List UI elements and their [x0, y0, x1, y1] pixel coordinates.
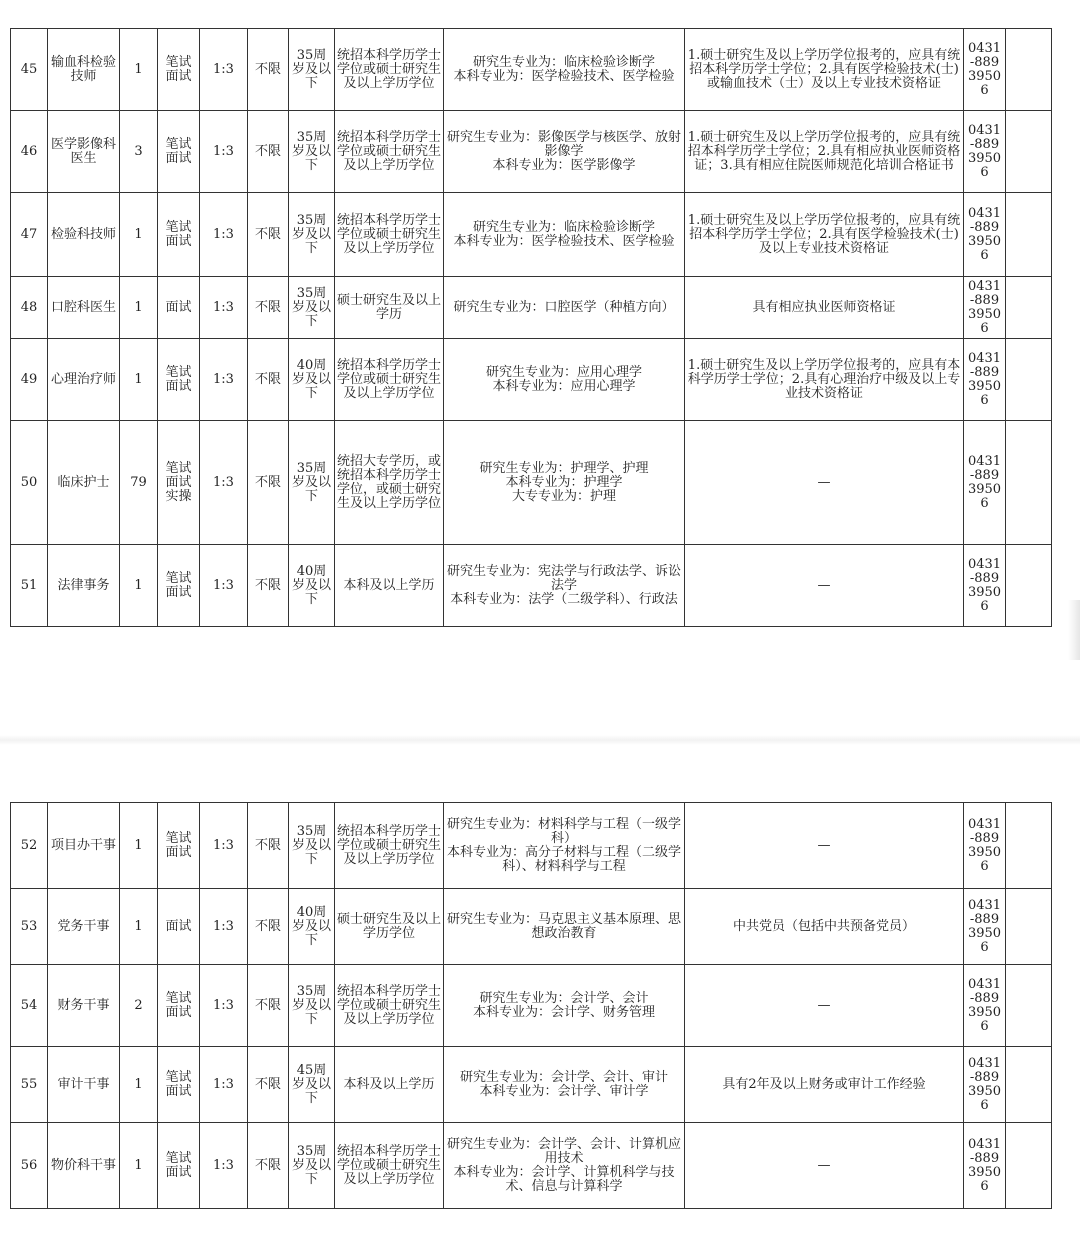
interview-ratio: 1:3 — [200, 889, 248, 965]
post-name: 审计干事 — [48, 1047, 120, 1123]
education-req: 硕士研究生及以上学历学位 — [335, 889, 444, 965]
education-req: 统招本科学历学士学位或硕士研究生及以上学历学位 — [335, 29, 444, 111]
exam-method: 笔试面试 — [158, 545, 200, 627]
major-line: 研究生专业为：会计学、会计、计算机应用技术 — [446, 1136, 681, 1166]
major-line: 本科专业为：医学检验技术、医学检验 — [453, 233, 675, 249]
major-line: 研究生专业为：会计学、会计 — [479, 990, 649, 1006]
blank-cell — [1006, 277, 1052, 339]
exam-method: 笔试面试 — [158, 29, 200, 111]
post-name: 心理治疗师 — [48, 339, 120, 421]
table-row — [11, 803, 1052, 889]
major-line: 本科专业为：医学检验技术、医学检验 — [453, 68, 675, 84]
interview-ratio: 1:3 — [200, 1123, 248, 1209]
recruitment-table-2 — [10, 802, 1052, 1209]
table-row — [11, 29, 1052, 111]
post-name: 口腔科医生 — [48, 277, 120, 339]
age-req: 35周岁及以下 — [289, 421, 335, 545]
blank-cell — [1006, 421, 1052, 545]
major-req — [444, 111, 685, 193]
major-line: 研究生专业为：临床检验诊断学 — [472, 219, 655, 235]
contact-phone: 0431-88939506 — [964, 1047, 1006, 1123]
gender-req: 不限 — [248, 1123, 289, 1209]
page-gap — [0, 628, 1080, 800]
hire-count: 1 — [120, 803, 158, 889]
row-number: 48 — [11, 277, 48, 339]
post-name: 检验科技师 — [48, 193, 120, 277]
table-row — [11, 277, 1052, 339]
row-number: 55 — [11, 1047, 48, 1123]
age-req: 35周岁及以下 — [289, 193, 335, 277]
other-req: — — [685, 965, 964, 1047]
table-row — [11, 1123, 1052, 1209]
major-line: 研究生专业为：宪法学与行政法学、诉讼法学 — [446, 563, 681, 593]
row-number: 50 — [11, 421, 48, 545]
major-line: 本科专业为：会计学、财务管理 — [472, 1004, 655, 1020]
blank-cell — [1006, 545, 1052, 627]
major-line: 本科专业为：会计学、审计学 — [479, 1083, 649, 1099]
other-req: — — [685, 803, 964, 889]
post-name: 物价科干事 — [48, 1123, 120, 1209]
major-req — [444, 965, 685, 1047]
major-req — [444, 889, 685, 965]
education-req: 硕士研究生及以上学历 — [335, 277, 444, 339]
gender-req: 不限 — [248, 1047, 289, 1123]
blank-cell — [1006, 965, 1052, 1047]
exam-method: 面试 — [158, 889, 200, 965]
gender-req: 不限 — [248, 421, 289, 545]
hire-count: 1 — [120, 1123, 158, 1209]
exam-method: 笔试面试 — [158, 111, 200, 193]
interview-ratio: 1:3 — [200, 111, 248, 193]
other-req: — — [685, 1123, 964, 1209]
table-row — [11, 889, 1052, 965]
other-req: 中共党员（包括中共预备党员） — [685, 889, 964, 965]
exam-method: 笔试面试 — [158, 1047, 200, 1123]
hire-count: 1 — [120, 545, 158, 627]
hire-count: 1 — [120, 29, 158, 111]
blank-cell — [1006, 803, 1052, 889]
hire-count: 2 — [120, 965, 158, 1047]
interview-ratio: 1:3 — [200, 965, 248, 1047]
exam-method: 笔试面试 — [158, 193, 200, 277]
blank-cell — [1006, 1123, 1052, 1209]
blank-cell — [1006, 1047, 1052, 1123]
table-row — [11, 1047, 1052, 1123]
age-req: 40周岁及以下 — [289, 339, 335, 421]
major-req — [444, 193, 685, 277]
other-req: 具有相应执业医师资格证 — [685, 277, 964, 339]
hire-count: 79 — [120, 421, 158, 545]
blank-cell — [1006, 29, 1052, 111]
major-line: 本科专业为：应用心理学 — [492, 378, 636, 394]
education-req: 统招本科学历学士学位或硕士研究生及以上学历学位 — [335, 1123, 444, 1209]
major-req — [444, 339, 685, 421]
row-number: 47 — [11, 193, 48, 277]
table-row — [11, 111, 1052, 193]
major-line: 本科专业为：高分子材料与工程（二级学科）、材料科学与工程 — [446, 844, 681, 874]
interview-ratio: 1:3 — [200, 421, 248, 545]
age-req: 35周岁及以下 — [289, 29, 335, 111]
row-number: 56 — [11, 1123, 48, 1209]
blank-cell — [1006, 193, 1052, 277]
major-line: 研究生专业为：马克思主义基本原理、思想政治教育 — [446, 911, 681, 941]
blank-cell — [1006, 111, 1052, 193]
post-name: 党务干事 — [48, 889, 120, 965]
age-req: 40周岁及以下 — [289, 889, 335, 965]
other-req: — — [685, 545, 964, 627]
age-req: 40周岁及以下 — [289, 545, 335, 627]
interview-ratio: 1:3 — [200, 193, 248, 277]
age-req: 35周岁及以下 — [289, 111, 335, 193]
education-req: 统招本科学历学士学位或硕士研究生及以上学历学位 — [335, 111, 444, 193]
exam-method: 笔试面试 — [158, 965, 200, 1047]
major-req — [444, 545, 685, 627]
exam-method: 笔试面试 — [158, 803, 200, 889]
major-line: 研究生专业为：影像医学与核医学、放射影像学 — [446, 129, 681, 159]
age-req: 35周岁及以下 — [289, 965, 335, 1047]
contact-phone: 0431-88939506 — [964, 1123, 1006, 1209]
gender-req: 不限 — [248, 29, 289, 111]
interview-ratio: 1:3 — [200, 545, 248, 627]
major-req — [444, 1047, 685, 1123]
other-req: 具有2年及以上财务或审计工作经验 — [685, 1047, 964, 1123]
table-row — [11, 193, 1052, 277]
post-name: 法律事务 — [48, 545, 120, 627]
contact-phone: 0431-88939506 — [964, 889, 1006, 965]
education-req: 本科及以上学历 — [335, 1047, 444, 1123]
hire-count: 1 — [120, 1047, 158, 1123]
post-name: 财务干事 — [48, 965, 120, 1047]
age-req: 35周岁及以下 — [289, 277, 335, 339]
other-req: 1.硕士研究生及以上学历学位报考的，应具有统招本科学历学士学位；2.具有医学检验技术(士)及以上专业技术资格证 — [685, 193, 964, 277]
table-row — [11, 339, 1052, 421]
post-name: 医学影像科医生 — [48, 111, 120, 193]
row-number: 54 — [11, 965, 48, 1047]
table-row — [11, 545, 1052, 627]
hire-count: 3 — [120, 111, 158, 193]
major-req — [444, 1123, 685, 1209]
education-req: 本科及以上学历 — [335, 545, 444, 627]
gender-req: 不限 — [248, 277, 289, 339]
major-line: 大专专业为：护理 — [511, 488, 616, 504]
post-name: 临床护士 — [48, 421, 120, 545]
row-number: 53 — [11, 889, 48, 965]
other-req: 1.硕士研究生及以上学历学位报考的，应具有统招本科学历学士学位；2.具有医学检验技术(士)或输血技术（士）及以上专业技术资格证 — [685, 29, 964, 111]
contact-phone: 0431-88939506 — [964, 339, 1006, 421]
contact-phone: 0431-88939506 — [964, 421, 1006, 545]
table-row — [11, 421, 1052, 545]
exam-method: 笔试面试实操 — [158, 421, 200, 545]
education-req: 统招大专学历，或统招本科学历学士学位，或硕士研究生及以上学历学位 — [335, 421, 444, 545]
interview-ratio: 1:3 — [200, 803, 248, 889]
blank-cell — [1006, 339, 1052, 421]
contact-phone: 0431-88939506 — [964, 545, 1006, 627]
contact-phone: 0431-88939506 — [964, 111, 1006, 193]
major-line: 本科专业为：医学影像学 — [492, 157, 636, 173]
gender-req: 不限 — [248, 545, 289, 627]
recruitment-table-1 — [10, 28, 1052, 627]
hire-count: 1 — [120, 193, 158, 277]
interview-ratio: 1:3 — [200, 277, 248, 339]
contact-phone: 0431-88939506 — [964, 29, 1006, 111]
table-row — [11, 965, 1052, 1047]
gender-req: 不限 — [248, 193, 289, 277]
hire-count: 1 — [120, 889, 158, 965]
education-req: 统招本科学历学士学位或硕士研究生及以上学历学位 — [335, 339, 444, 421]
contact-phone: 0431-88939506 — [964, 277, 1006, 339]
row-number: 51 — [11, 545, 48, 627]
education-req: 统招本科学历学士学位或硕士研究生及以上学历学位 — [335, 803, 444, 889]
post-name: 项目办干事 — [48, 803, 120, 889]
major-req — [444, 421, 685, 545]
other-req: 1.硕士研究生及以上学历学位报考的，应具有统招本科学历学士学位；2.具有相应执业医师资格证；3.具有相应住院医师规范化培训合格证书 — [685, 111, 964, 193]
exam-method: 面试 — [158, 277, 200, 339]
interview-ratio: 1:3 — [200, 1047, 248, 1123]
gender-req: 不限 — [248, 889, 289, 965]
hire-count: 1 — [120, 277, 158, 339]
contact-phone: 0431-88939506 — [964, 193, 1006, 277]
major-req — [444, 277, 685, 339]
row-number: 46 — [11, 111, 48, 193]
post-name: 输血科检验技师 — [48, 29, 120, 111]
gender-req: 不限 — [248, 965, 289, 1047]
major-req — [444, 803, 685, 889]
major-line: 本科专业为：护理学 — [505, 474, 623, 490]
major-req — [444, 29, 685, 111]
major-line: 研究生专业为：临床检验诊断学 — [472, 54, 655, 70]
contact-phone: 0431-88939506 — [964, 803, 1006, 889]
major-line: 研究生专业为：材料科学与工程（一级学科） — [446, 816, 681, 846]
hire-count: 1 — [120, 339, 158, 421]
interview-ratio: 1:3 — [200, 339, 248, 421]
gender-req: 不限 — [248, 339, 289, 421]
blank-cell — [1006, 889, 1052, 965]
education-req: 统招本科学历学士学位或硕士研究生及以上学历学位 — [335, 193, 444, 277]
page-edge-shadow — [1068, 600, 1080, 660]
page-divider — [0, 735, 1080, 745]
row-number: 49 — [11, 339, 48, 421]
other-req: — — [685, 421, 964, 545]
exam-method: 笔试面试 — [158, 339, 200, 421]
exam-method: 笔试面试 — [158, 1123, 200, 1209]
row-number: 45 — [11, 29, 48, 111]
major-line: 研究生专业为：口腔医学（种植方向） — [453, 299, 675, 315]
major-line: 研究生专业为：应用心理学 — [485, 364, 642, 380]
major-line: 研究生专业为：会计学、会计、审计 — [459, 1069, 668, 1085]
contact-phone: 0431-88939506 — [964, 965, 1006, 1047]
row-number: 52 — [11, 803, 48, 889]
age-req: 35周岁及以下 — [289, 1123, 335, 1209]
interview-ratio: 1:3 — [200, 29, 248, 111]
age-req: 35周岁及以下 — [289, 803, 335, 889]
major-line: 研究生专业为：护理学、护理 — [479, 460, 649, 476]
major-line: 本科专业为：法学（二级学科）、行政法 — [450, 591, 678, 607]
age-req: 45周岁及以下 — [289, 1047, 335, 1123]
major-line: 本科专业为：会计学、计算机科学与技术、信息与计算科学 — [453, 1164, 675, 1194]
other-req: 1.硕士研究生及以上学历学位报考的，应具有本科学历学士学位；2.具有心理治疗中级及以上专业技术资格证 — [685, 339, 964, 421]
gender-req: 不限 — [248, 111, 289, 193]
gender-req: 不限 — [248, 803, 289, 889]
education-req: 统招本科学历学士学位或硕士研究生及以上学历学位 — [335, 965, 444, 1047]
